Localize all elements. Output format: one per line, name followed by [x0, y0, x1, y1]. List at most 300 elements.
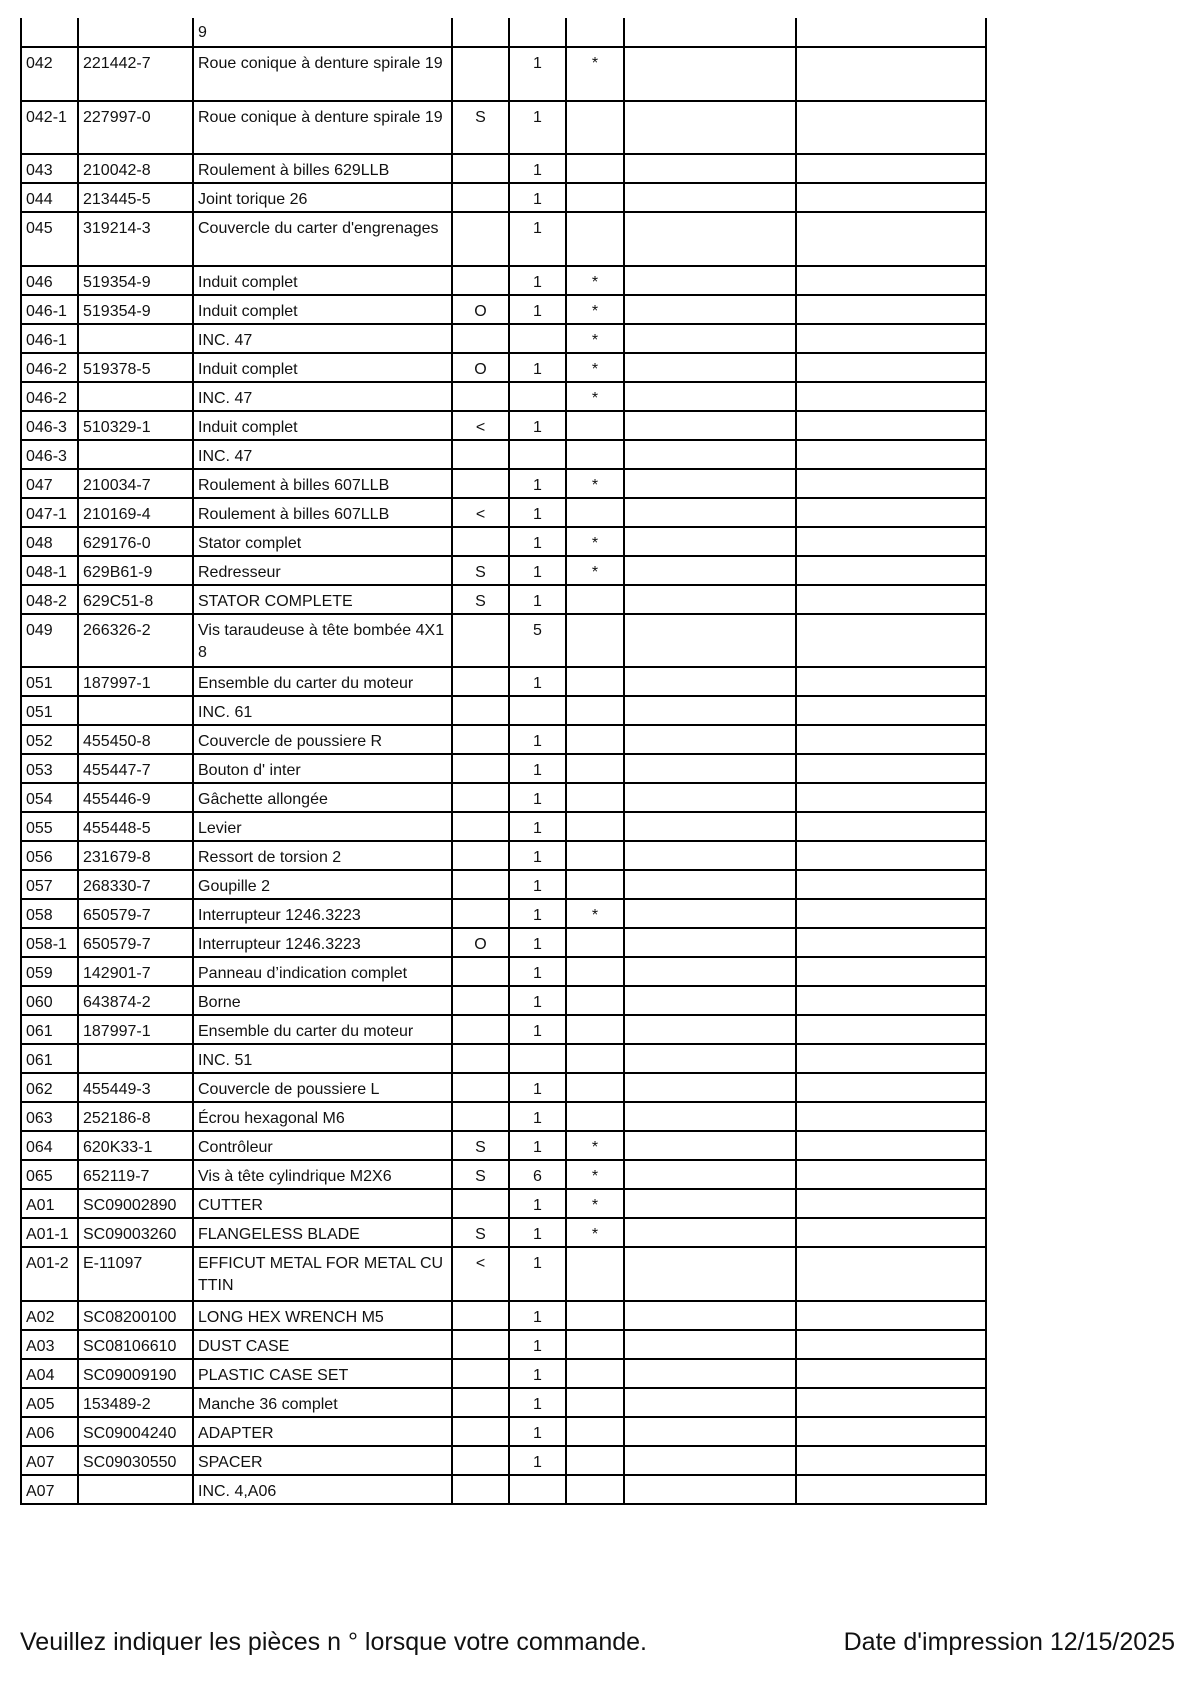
quantity-cell: 1	[509, 498, 566, 527]
change-flag-cell	[452, 957, 509, 986]
part-number-cell: 231679-8	[78, 841, 193, 870]
quantity-cell: 1	[509, 154, 566, 183]
print-date: Date d'impression 12/15/2025	[843, 1628, 1175, 1656]
marker-cell	[566, 1446, 624, 1475]
description-cell: EFFICUT METAL FOR METAL CUTTIN	[193, 1247, 452, 1301]
table-row	[21, 101, 986, 155]
change-flag-cell	[452, 18, 509, 47]
blank-cell	[796, 411, 986, 440]
blank-cell	[624, 1247, 796, 1301]
marker-cell	[566, 411, 624, 440]
blank-cell	[796, 1359, 986, 1388]
blank-cell	[624, 527, 796, 556]
table-row	[21, 1417, 986, 1446]
change-flag-cell: S	[452, 1131, 509, 1160]
item-number-cell: 046-1	[21, 324, 78, 353]
blank-cell	[624, 614, 796, 668]
item-number-cell: 062	[21, 1073, 78, 1102]
blank-cell	[624, 266, 796, 295]
change-flag-cell	[452, 1102, 509, 1131]
table-row	[21, 986, 986, 1015]
part-number-cell: 455446-9	[78, 783, 193, 812]
part-number-cell: 650579-7	[78, 899, 193, 928]
part-number-cell: 629B61-9	[78, 556, 193, 585]
quantity-cell: 1	[509, 1131, 566, 1160]
marker-cell: *	[566, 899, 624, 928]
description-cell: DUST CASE	[193, 1330, 452, 1359]
quantity-cell: 1	[509, 266, 566, 295]
marker-cell	[566, 212, 624, 266]
quantity-cell: 1	[509, 1189, 566, 1218]
blank-cell	[624, 498, 796, 527]
part-number-cell: SC08200100	[78, 1301, 193, 1330]
marker-cell: *	[566, 1160, 624, 1189]
change-flag-cell	[452, 1446, 509, 1475]
table-row	[21, 754, 986, 783]
part-number-cell: 142901-7	[78, 957, 193, 986]
table-row	[21, 1301, 986, 1330]
item-number-cell: 059	[21, 957, 78, 986]
description-cell: INC. 51	[193, 1044, 452, 1073]
item-number-cell: 063	[21, 1102, 78, 1131]
item-number-cell: 046-3	[21, 411, 78, 440]
blank-cell	[796, 353, 986, 382]
table-row	[21, 1247, 986, 1301]
table-row	[21, 469, 986, 498]
blank-cell	[796, 1301, 986, 1330]
change-flag-cell: S	[452, 585, 509, 614]
blank-cell	[624, 469, 796, 498]
marker-cell	[566, 870, 624, 899]
part-number-cell: 455450-8	[78, 725, 193, 754]
part-number-cell: 629C51-8	[78, 585, 193, 614]
quantity-cell: 1	[509, 783, 566, 812]
quantity-cell: 1	[509, 101, 566, 155]
description-cell: FLANGELESS BLADE	[193, 1218, 452, 1247]
marker-cell	[566, 1388, 624, 1417]
part-number-cell: 510329-1	[78, 411, 193, 440]
part-number-cell: SC09030550	[78, 1446, 193, 1475]
part-number-cell: 455449-3	[78, 1073, 193, 1102]
description-cell: CUTTER	[193, 1189, 452, 1218]
change-flag-cell	[452, 696, 509, 725]
blank-cell	[796, 295, 986, 324]
description-cell: 9	[193, 18, 452, 47]
blank-cell	[624, 1102, 796, 1131]
change-flag-cell: S	[452, 101, 509, 155]
table-row	[21, 1388, 986, 1417]
marker-cell	[566, 498, 624, 527]
change-flag-cell	[452, 812, 509, 841]
quantity-cell: 6	[509, 1160, 566, 1189]
table-row	[21, 47, 986, 101]
item-number-cell: A01-1	[21, 1218, 78, 1247]
part-number-cell: SC09009190	[78, 1359, 193, 1388]
quantity-cell: 1	[509, 353, 566, 382]
table-row	[21, 266, 986, 295]
blank-cell	[624, 783, 796, 812]
quantity-cell: 1	[509, 1301, 566, 1330]
table-row	[21, 899, 986, 928]
blank-cell	[796, 47, 986, 101]
description-cell: Redresseur	[193, 556, 452, 585]
blank-cell	[796, 957, 986, 986]
marker-cell: *	[566, 47, 624, 101]
blank-cell	[796, 812, 986, 841]
description-cell: Roulement à billes 607LLB	[193, 469, 452, 498]
table-row	[21, 353, 986, 382]
table-row	[21, 1475, 986, 1504]
blank-cell	[624, 667, 796, 696]
part-number-cell: 268330-7	[78, 870, 193, 899]
marker-cell: *	[566, 1131, 624, 1160]
quantity-cell: 1	[509, 928, 566, 957]
change-flag-cell	[452, 154, 509, 183]
blank-cell	[796, 1446, 986, 1475]
blank-cell	[796, 1417, 986, 1446]
blank-cell	[796, 614, 986, 668]
marker-cell	[566, 614, 624, 668]
item-number-cell: 054	[21, 783, 78, 812]
blank-cell	[624, 957, 796, 986]
description-cell: Ressort de torsion 2	[193, 841, 452, 870]
marker-cell: *	[566, 469, 624, 498]
marker-cell	[566, 1359, 624, 1388]
item-number-cell: 048	[21, 527, 78, 556]
blank-cell	[624, 295, 796, 324]
item-number-cell: 065	[21, 1160, 78, 1189]
change-flag-cell	[452, 1073, 509, 1102]
quantity-cell: 1	[509, 667, 566, 696]
table-row	[21, 527, 986, 556]
item-number-cell: 053	[21, 754, 78, 783]
item-number-cell: A07	[21, 1475, 78, 1504]
item-number-cell: A04	[21, 1359, 78, 1388]
blank-cell	[624, 585, 796, 614]
item-number-cell: 055	[21, 812, 78, 841]
item-number-cell: 056	[21, 841, 78, 870]
marker-cell: *	[566, 556, 624, 585]
description-cell: Ensemble du carter du moteur	[193, 667, 452, 696]
marker-cell	[566, 783, 624, 812]
item-number-cell: 046-2	[21, 353, 78, 382]
item-number-cell: 058	[21, 899, 78, 928]
quantity-cell: 1	[509, 1388, 566, 1417]
blank-cell	[796, 154, 986, 183]
part-number-cell: SC08106610	[78, 1330, 193, 1359]
part-number-cell	[78, 440, 193, 469]
part-number-cell: 221442-7	[78, 47, 193, 101]
description-cell: Ensemble du carter du moteur	[193, 1015, 452, 1044]
blank-cell	[624, 1189, 796, 1218]
blank-cell	[624, 353, 796, 382]
part-number-cell: 266326-2	[78, 614, 193, 668]
blank-cell	[796, 1189, 986, 1218]
description-cell: Vis à tête cylindrique M2X6	[193, 1160, 452, 1189]
item-number-cell: 046-2	[21, 382, 78, 411]
marker-cell: *	[566, 295, 624, 324]
part-number-cell: 643874-2	[78, 986, 193, 1015]
description-cell: Vis taraudeuse à tête bombée 4X18	[193, 614, 452, 668]
quantity-cell: 1	[509, 899, 566, 928]
quantity-cell	[509, 18, 566, 47]
blank-cell	[624, 870, 796, 899]
part-number-cell	[78, 18, 193, 47]
table-row	[21, 1073, 986, 1102]
quantity-cell	[509, 696, 566, 725]
description-cell: Joint torique 26	[193, 183, 452, 212]
description-cell: Manche 36 complet	[193, 1388, 452, 1417]
quantity-cell: 1	[509, 1073, 566, 1102]
change-flag-cell	[452, 783, 509, 812]
blank-cell	[796, 1388, 986, 1417]
blank-cell	[796, 841, 986, 870]
description-cell: Goupille 2	[193, 870, 452, 899]
part-number-cell: 153489-2	[78, 1388, 193, 1417]
quantity-cell: 1	[509, 585, 566, 614]
quantity-cell: 1	[509, 841, 566, 870]
blank-cell	[624, 1301, 796, 1330]
blank-cell	[796, 1218, 986, 1247]
blank-cell	[796, 725, 986, 754]
quantity-cell: 1	[509, 556, 566, 585]
marker-cell	[566, 696, 624, 725]
blank-cell	[796, 498, 986, 527]
description-cell: Roulement à billes 607LLB	[193, 498, 452, 527]
blank-cell	[624, 1218, 796, 1247]
blank-cell	[796, 324, 986, 353]
blank-cell	[624, 154, 796, 183]
table-row	[21, 696, 986, 725]
table-row	[21, 1359, 986, 1388]
blank-cell	[796, 1073, 986, 1102]
quantity-cell: 1	[509, 1102, 566, 1131]
blank-cell	[796, 899, 986, 928]
description-cell: Induit complet	[193, 266, 452, 295]
blank-cell	[624, 754, 796, 783]
item-number-cell: 046-3	[21, 440, 78, 469]
marker-cell: *	[566, 324, 624, 353]
change-flag-cell	[452, 1015, 509, 1044]
blank-cell	[796, 1330, 986, 1359]
part-number-cell: 455447-7	[78, 754, 193, 783]
description-cell: Contrôleur	[193, 1131, 452, 1160]
item-number-cell: A02	[21, 1301, 78, 1330]
blank-cell	[796, 183, 986, 212]
item-number-cell: 042	[21, 47, 78, 101]
table-row	[21, 498, 986, 527]
item-number-cell	[21, 18, 78, 47]
blank-cell	[796, 382, 986, 411]
blank-cell	[624, 1131, 796, 1160]
change-flag-cell	[452, 667, 509, 696]
item-number-cell: 047-1	[21, 498, 78, 527]
item-number-cell: 058-1	[21, 928, 78, 957]
marker-cell	[566, 754, 624, 783]
part-number-cell: 210034-7	[78, 469, 193, 498]
blank-cell	[624, 928, 796, 957]
blank-cell	[624, 1044, 796, 1073]
change-flag-cell	[452, 1388, 509, 1417]
change-flag-cell: <	[452, 498, 509, 527]
marker-cell	[566, 957, 624, 986]
marker-cell	[566, 1301, 624, 1330]
blank-cell	[624, 1446, 796, 1475]
blank-cell	[624, 1160, 796, 1189]
blank-cell	[796, 469, 986, 498]
marker-cell: *	[566, 1189, 624, 1218]
quantity-cell: 1	[509, 1330, 566, 1359]
item-number-cell: 042-1	[21, 101, 78, 155]
marker-cell	[566, 585, 624, 614]
blank-cell	[624, 1015, 796, 1044]
part-number-cell	[78, 696, 193, 725]
quantity-cell: 1	[509, 411, 566, 440]
part-number-cell: 519354-9	[78, 295, 193, 324]
table-row	[21, 1102, 986, 1131]
part-number-cell: 652119-7	[78, 1160, 193, 1189]
change-flag-cell	[452, 754, 509, 783]
description-cell: Bouton d' inter	[193, 754, 452, 783]
description-cell: Couvercle de poussiere L	[193, 1073, 452, 1102]
blank-cell	[624, 1417, 796, 1446]
change-flag-cell	[452, 725, 509, 754]
change-flag-cell	[452, 324, 509, 353]
quantity-cell: 1	[509, 754, 566, 783]
blank-cell	[796, 18, 986, 47]
table-row	[21, 1189, 986, 1218]
blank-cell	[624, 212, 796, 266]
change-flag-cell	[452, 899, 509, 928]
change-flag-cell: S	[452, 1160, 509, 1189]
blank-cell	[624, 183, 796, 212]
change-flag-cell	[452, 841, 509, 870]
blank-cell	[624, 556, 796, 585]
item-number-cell: 048-1	[21, 556, 78, 585]
change-flag-cell: O	[452, 353, 509, 382]
blank-cell	[624, 1475, 796, 1504]
blank-cell	[624, 899, 796, 928]
blank-cell	[796, 1044, 986, 1073]
part-number-cell: 455448-5	[78, 812, 193, 841]
part-number-cell: E-11097	[78, 1247, 193, 1301]
change-flag-cell	[452, 47, 509, 101]
blank-cell	[796, 928, 986, 957]
item-number-cell: A07	[21, 1446, 78, 1475]
blank-cell	[796, 986, 986, 1015]
description-cell: Interrupteur 1246.3223	[193, 899, 452, 928]
marker-cell	[566, 667, 624, 696]
table-row	[21, 1330, 986, 1359]
blank-cell	[624, 411, 796, 440]
blank-cell	[796, 1015, 986, 1044]
quantity-cell: 1	[509, 1417, 566, 1446]
item-number-cell: 043	[21, 154, 78, 183]
table-row	[21, 928, 986, 957]
item-number-cell: 047	[21, 469, 78, 498]
table-row	[21, 556, 986, 585]
marker-cell	[566, 1330, 624, 1359]
change-flag-cell: S	[452, 1218, 509, 1247]
item-number-cell: A06	[21, 1417, 78, 1446]
quantity-cell	[509, 324, 566, 353]
change-flag-cell	[452, 212, 509, 266]
description-cell: Gâchette allongée	[193, 783, 452, 812]
change-flag-cell	[452, 1189, 509, 1218]
change-flag-cell: O	[452, 295, 509, 324]
table-row	[21, 1131, 986, 1160]
description-cell: ADAPTER	[193, 1417, 452, 1446]
blank-cell	[624, 324, 796, 353]
item-number-cell: A01-2	[21, 1247, 78, 1301]
quantity-cell	[509, 1475, 566, 1504]
blank-cell	[624, 18, 796, 47]
parts-table	[20, 18, 987, 1505]
part-number-cell: 519354-9	[78, 266, 193, 295]
item-number-cell: 044	[21, 183, 78, 212]
change-flag-cell	[452, 440, 509, 469]
description-cell: Levier	[193, 812, 452, 841]
blank-cell	[624, 1388, 796, 1417]
description-cell: LONG HEX WRENCH M5	[193, 1301, 452, 1330]
blank-cell	[796, 1160, 986, 1189]
blank-cell	[796, 101, 986, 155]
marker-cell	[566, 928, 624, 957]
marker-cell	[566, 1247, 624, 1301]
marker-cell	[566, 841, 624, 870]
change-flag-cell	[452, 986, 509, 1015]
change-flag-cell	[452, 1475, 509, 1504]
table-row	[21, 614, 986, 668]
part-number-cell: 213445-5	[78, 183, 193, 212]
marker-cell	[566, 1417, 624, 1446]
part-number-cell: 620K33-1	[78, 1131, 193, 1160]
marker-cell	[566, 986, 624, 1015]
table-row	[21, 812, 986, 841]
change-flag-cell	[452, 266, 509, 295]
marker-cell	[566, 183, 624, 212]
part-number-cell: 210042-8	[78, 154, 193, 183]
quantity-cell	[509, 1044, 566, 1073]
description-cell: INC. 47	[193, 382, 452, 411]
quantity-cell: 5	[509, 614, 566, 668]
quantity-cell	[509, 382, 566, 411]
blank-cell	[624, 440, 796, 469]
table-row	[21, 295, 986, 324]
part-number-cell	[78, 324, 193, 353]
blank-cell	[624, 1359, 796, 1388]
blank-cell	[796, 212, 986, 266]
blank-cell	[624, 1073, 796, 1102]
part-number-cell: 210169-4	[78, 498, 193, 527]
blank-cell	[796, 527, 986, 556]
blank-cell	[796, 1475, 986, 1504]
blank-cell	[796, 783, 986, 812]
change-flag-cell: <	[452, 1247, 509, 1301]
marker-cell: *	[566, 266, 624, 295]
marker-cell	[566, 1475, 624, 1504]
description-cell: Écrou hexagonal M6	[193, 1102, 452, 1131]
marker-cell	[566, 812, 624, 841]
part-number-cell: 252186-8	[78, 1102, 193, 1131]
table-row	[21, 1044, 986, 1073]
description-cell: INC. 47	[193, 324, 452, 353]
part-number-cell: SC09002890	[78, 1189, 193, 1218]
part-number-cell: 187997-1	[78, 667, 193, 696]
table-row	[21, 1446, 986, 1475]
item-number-cell: 051	[21, 696, 78, 725]
quantity-cell: 1	[509, 1247, 566, 1301]
